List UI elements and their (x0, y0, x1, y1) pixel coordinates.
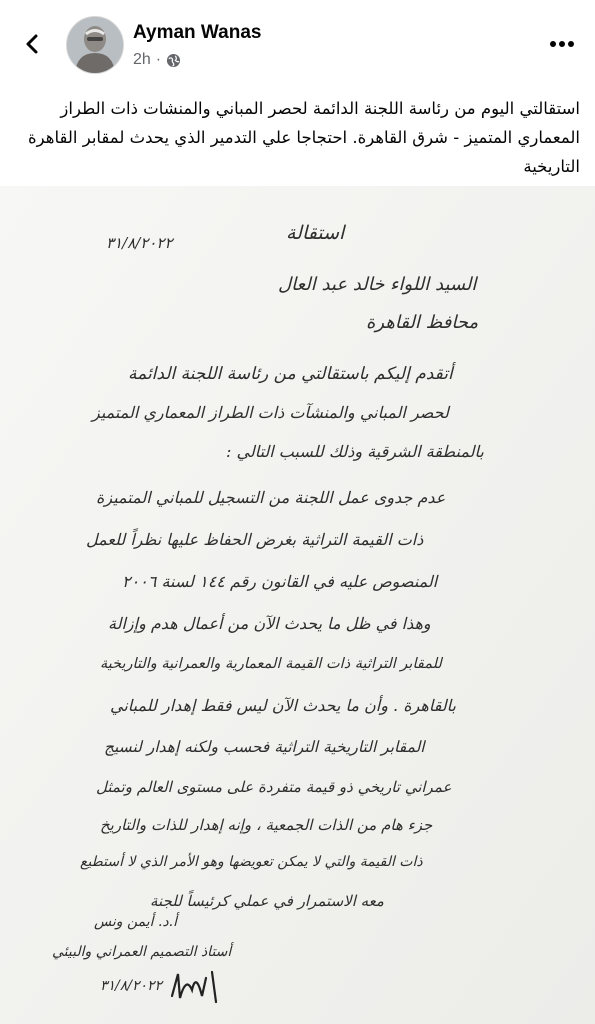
back-button[interactable] (14, 26, 50, 62)
letter-line: ذات القيمة والتي لا يمكن تعويضها وهو الأمر الذي لا أستطيع (80, 854, 423, 870)
letter-date-bottom: ٣١/٨/٢٠٢٢ (100, 978, 163, 994)
avatar[interactable] (66, 16, 124, 74)
post-text: استقالتي اليوم من رئاسة اللجنة الدائمة لحصر المباني والمنشات ذات الطراز المعماري المتميز - شرق القاهرة. احتجاجا علي التدمير الذي يحدث لمقابر القاهرة التاريخية (28, 99, 580, 176)
more-options-button[interactable] (542, 30, 582, 58)
letter-line: ذات القيمة التراثية بغرض الحفاظ عليها نظراً للعمل (86, 530, 424, 549)
more-dots-icon (549, 40, 575, 48)
letter-line: عمراني تاريخي ذو قيمة متفردة على مستوى العالم وتمثل (96, 778, 452, 796)
letter-line: للمقابر التراثية ذات القيمة المعمارية والعمرانية والتاريخية (100, 656, 442, 672)
letter-addressee: السيد اللواء خالد عبد العال (278, 274, 477, 295)
handwritten-signature (166, 966, 226, 1006)
globe-icon[interactable] (166, 53, 181, 68)
letter-line: المقابر التاريخية التراثية فحسب ولكنه إهدار لنسيج (104, 738, 425, 756)
post-header (0, 0, 595, 92)
letter-addressee-title: محافظ القاهرة (366, 312, 479, 333)
letter-line: جزء هام من الذات الجمعية ، وإنه إهدار للذات والتاريخ (100, 816, 433, 834)
letter-date-top: ٣١/٨/٢٠٢٢ (106, 234, 173, 252)
letter-heading: استقالة (286, 222, 345, 244)
letter-image[interactable] (0, 186, 595, 1024)
letter-line: عدم جدوى عمل اللجنة من التسجيل للمباني المتميزة (96, 488, 446, 507)
post-time[interactable]: 2h (133, 51, 151, 68)
letter-line: وهذا في ظل ما يحدث الآن من أعمال هدم وإزالة (108, 614, 431, 633)
signature-title: أستاذ التصميم العمراني والبيئي (52, 944, 232, 960)
letter-line: أتقدم إليكم باستقالتي من رئاسة اللجنة الدائمة (128, 364, 453, 384)
post-meta (133, 51, 181, 69)
avatar-image (67, 17, 123, 73)
letter-line: معه الاستمرار في عملي كرئيساً للجنة (150, 892, 384, 910)
letter-line: المنصوص عليه في القانون رقم ١٤٤ لسنة ٢٠٠٦ (122, 572, 438, 591)
chevron-left-icon (21, 33, 43, 55)
letter-line: بالمنطقة الشرقية وذلك للسبب التالي : (226, 442, 484, 461)
signature-name: أ.د. أيمن ونس (94, 914, 177, 930)
letter-line: بالقاهرة . وأن ما يحدث الآن ليس فقط إهدار للمباني (110, 696, 457, 715)
author-name[interactable]: Ayman Wanas (133, 22, 262, 43)
dot-separator: · (155, 51, 162, 68)
letter-line: لحصر المباني والمنشآت ذات الطراز المعماري المتميز (92, 403, 449, 422)
